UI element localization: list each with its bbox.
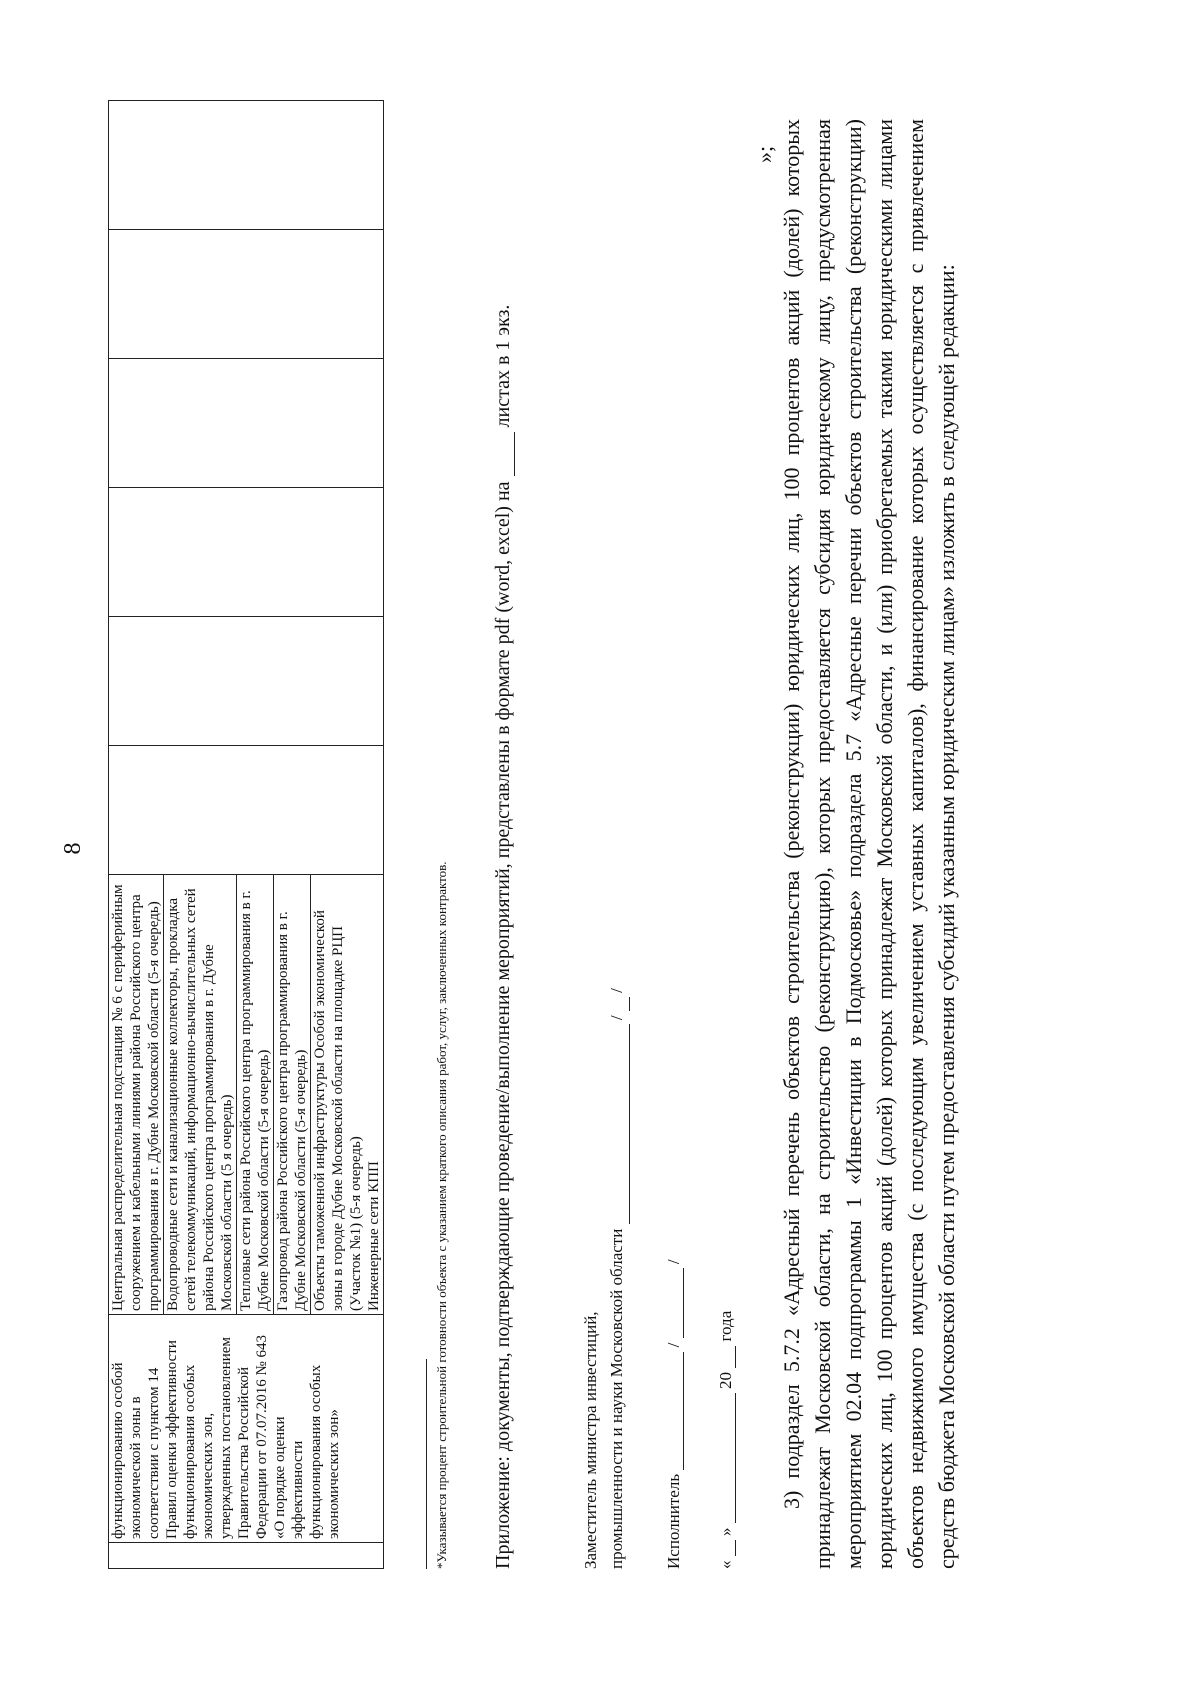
year-blank bbox=[719, 1346, 736, 1368]
table-cell-object: Водопроводные сети и канализационные коллекторы, прокладка сетей телекоммуникаций, информационно-вычислительных сетей района Российского центра программирования в г. Дубне Московской области (5 я очередь) bbox=[164, 875, 237, 1315]
appendix-text: Приложение: документы, подтверждающие проведение/выполнение мероприятий, представлены в формате pdf (word, excel) на bbox=[492, 481, 514, 1569]
footnote: *Указывается процент строительной готовности объекта с указанием краткого описания работ, услуг, заключенных контрактов. bbox=[434, 861, 449, 1569]
signature-slash-end: / bbox=[607, 988, 626, 993]
date-open-quote: « bbox=[716, 1560, 735, 1569]
table-cell-empty bbox=[109, 488, 384, 617]
table-cell-law: функционированию особой экономической зоны в соответствии с пунктом 14 Правил оценки эффективности функционирования особых экономических зон, утвержденных постановлением Правительства Российской Федерации от 07.07.2016 № 643 «О порядке оценки эффективности функционирования особых экономических зон» bbox=[109, 1315, 384, 1543]
table-cell-object: Центральная распределительная подстанция № 6 с периферийным сооружением и кабельными линиями района Российского центра программирования в г. Дубне Московской области (5-я очередь) bbox=[109, 875, 164, 1315]
year-prefix: 20 bbox=[716, 1372, 735, 1389]
amendment-paragraph bbox=[776, 113, 962, 1569]
table-cell-empty bbox=[109, 359, 384, 488]
page-number: 8 bbox=[60, 842, 86, 855]
executor-name-blank bbox=[667, 1268, 684, 1338]
signature-slash: / bbox=[607, 1015, 626, 1021]
table-cell-object: Газопровод района Российского центра программирования в г. Дубне Московской области (5-я очередь) bbox=[274, 875, 311, 1315]
signature-block bbox=[578, 988, 630, 1569]
appendix-tail: листах в 1 экз. bbox=[492, 304, 514, 428]
name-blank bbox=[613, 997, 630, 1011]
year-suffix: года bbox=[716, 1310, 735, 1342]
sheet-count-blank bbox=[498, 432, 515, 476]
month-blank bbox=[719, 1393, 736, 1523]
footnote-rule bbox=[426, 1359, 427, 1569]
executor-sign-blank bbox=[667, 1352, 684, 1470]
closing-mark: »; bbox=[752, 145, 777, 163]
table-cell-object: Тепловые сети района Российского центра программирования в г. Дубне Московской области (5-я очередь) bbox=[237, 875, 274, 1315]
table-cell-empty bbox=[109, 617, 384, 746]
executor-slash-end: / bbox=[664, 1259, 683, 1265]
objects-table bbox=[108, 100, 384, 1569]
date-line bbox=[716, 1311, 736, 1569]
table-cell-object: Объекты таможенной инфраструктуры Особой экономической зоны в городе Дубне Московской области на площадке РЦП (Участок №1) (5-я очередь) Инженерные сети КПП bbox=[311, 875, 384, 1315]
signature-title-text: промышленности и науки Московской области bbox=[607, 1228, 626, 1569]
table-cell-empty bbox=[109, 101, 384, 230]
executor-slash: / bbox=[664, 1342, 683, 1348]
signature-title-line1: Заместитель министра инвестиций, bbox=[581, 1311, 600, 1569]
date-close-quote: » bbox=[716, 1527, 735, 1536]
executor-label: Исполнитель bbox=[664, 1473, 683, 1569]
table-row bbox=[109, 101, 164, 1569]
executor-line bbox=[664, 1259, 684, 1569]
signature-title-line2 bbox=[604, 988, 630, 1569]
table-cell-empty bbox=[109, 746, 384, 875]
table-cell-index bbox=[109, 1543, 384, 1569]
signature-blank bbox=[613, 1024, 630, 1224]
paragraph-text: 3) подраздел 5.7.2 «Адресный перечень объектов строительства (реконструкции) юридических лиц, 100 процентов акций (долей) которых принадлежат Московской области, на строительство (реконструкцию), которых предоставляется субсидия юридическому лицу, предусмотренная мероприятием 02.04 подпрограммы 1 «Инвестиции в Подмосковье» подраздела 5.7 «Адресные перечни объектов строительства (реконструкции) юридических лиц, 100 процентов акций (долей) которых принадлежат Московской области, и (или) приобретаемых такими юридическими лицами объектов недвижимого имущества (с последующим увеличением уставных капиталов), финансирование которых осуществляется с привлечением средств бюджета Московской области путем предоставления субсидий указанным юридическим лицам» изложить в следующей редакции: bbox=[779, 113, 959, 1569]
table-cell-empty bbox=[109, 230, 384, 359]
day-blank bbox=[719, 1540, 736, 1556]
appendix bbox=[492, 305, 515, 1569]
